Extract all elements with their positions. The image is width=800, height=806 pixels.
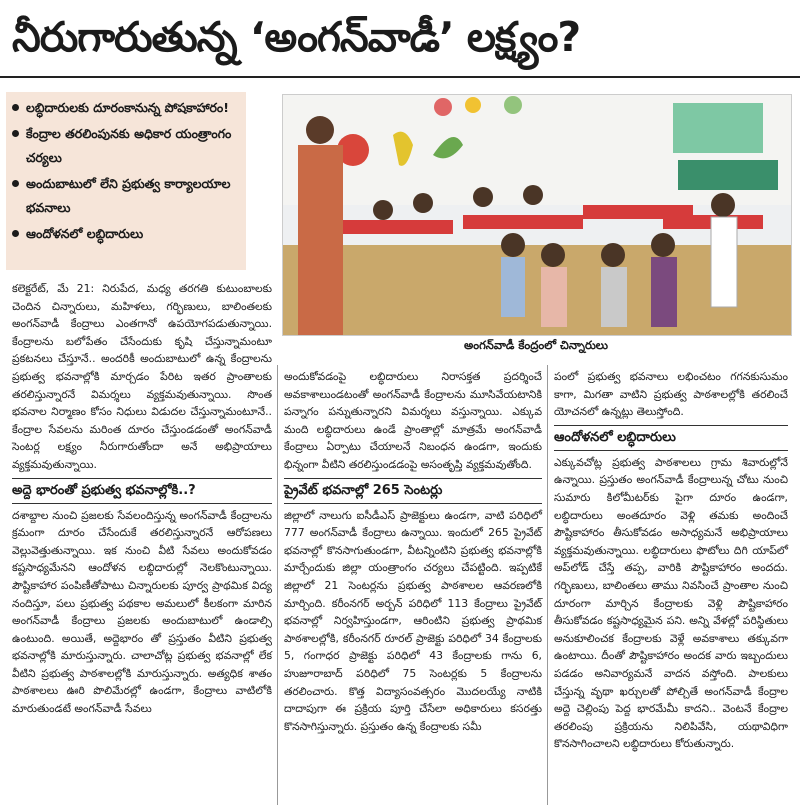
column-divider (547, 365, 548, 805)
body-paragraph: అందుకోవడంపై లబ్ధిదారులు నిరాసక్తత ప్రదర్శించే అవకాశాలుండటంతో అంగన్‌వాడీ కేంద్రాలను మూసివేయటానికి పన్నాగం పన్నుతున్నారని విమర్శలు వస్తున్నాయి. ఎక్కువ మంది లబ్ధిదారులు ఉండే ప్రాంతాల్లో మాత్రమే అంగన్‌వాడీ కేంద్రాలు ఏర్పాటు చేయాలనే నిబంధన ఉండగా, ఇందుకు భిన్నంగా వీటిని తరలిస్తుండడంపై అసంతృప్తి వ్యక్తమవుతోంది. (284, 370, 542, 471)
subheading: ఆందోళనలో లబ్ధిదారులు (554, 425, 788, 451)
lead-paragraph: కలెక్టరేట్, మే 21: నిరుపేద, మధ్య తరగతి కుటుంబాలకు చెందిన చిన్నారులు, మహిళలు, గర్భిణులు, బాలింతలకు అంగన్‌వాడీ కేంద్రాలు ఎంతగానో ఉపయోగపడుతున్నాయి. కేంద్రాలను బలోపేతం చేసేందుకు కృషి చేస్తున్నామంటూ ప్రకటనలు చేస్తూనే.. అందరికీ అందుబాటులో ఉన్న కేంద్రాలను ప్రభుత్వ భవనాల్లోకి మార్చడం పేరిట ఇతర ప్రాంతాలకు తరలిస్తున్నారనే విమర్శలు వ్యక్తమవుతున్నాయి. సొంత భవనాల నిర్మాణం కోసం నిధులు విడుదల చేస్తున్నామంటూనే.. కేంద్రాల సేవలను మరింత దూరం చేస్తుండడంతో అంగన్‌వాడీ సెంటర్ల లక్ష్యం నీరుగారుతోందా అనే అభిప్రాయాలు వ్యక్తమవుతున్నాయి. (12, 282, 272, 471)
bullet-icon (12, 104, 19, 111)
body-paragraph: ఎక్కువచోట్ల ప్రభుత్వ పాఠశాలలు గ్రామ శివారుల్లోనే ఉన్నాయి. ప్రస్తుతం అంగన్‌వాడీ కేంద్రాలున్న చోటు నుంచి సుమారు కిలోమీటర్‌కు పైగా దూరం ఉండగా, లబ్ధిదారులు అంతదూరం వెళ్లి తమకు అందించే పౌష్టికాహారం తీసుకోవడం అసాధ్యమనే అభిప్రాయాలు వ్యక్తమవుతున్నాయి. లబ్ధిదారులు ఫొటోలు దిగి యాప్‌లో అప్‌లోడ్ చేస్తే తప్ప, వారికి పౌష్టికాహారం అందదు. గర్భిణులు, బాలింతలు తాము నివసించే ప్రాంతాల నుంచి దూరంగా మార్చిన కేంద్రాలకు వెళ్లి పౌష్టికాహారం తీసుకోవడం కష్టసాధ్యమైన పని. అన్ని వేళల్లో పరిస్థితులు అనుకూలించక కేంద్రాలకు వెళ్లే అవకాశాలు తక్కువగా ఉంటాయి. దీంతో పౌష్టికాహారం అందక వారు ఇబ్బందులు పడడం అనివార్యమనే వాదన వస్తోంది. పాలకులు చేస్తున్న వృథా ఖర్చులతో పోల్చితే అంగన్‌వాడీ కేంద్రాల అద్దె చెల్లింపు పెద్ద భారమేమీ కాదని.. వెంటనే కేంద్రాల తరలింపు ప్రక్రియను నిలిపివేసి, యథావిధిగా కొనసాగించాలని లబ్ధిదారులు కోరుతున్నారు. (554, 455, 788, 751)
bullet-icon (12, 180, 19, 187)
body-paragraph: జిల్లాలో నాలుగు ఐసీడీఎస్ ప్రాజెక్టులు ఉండగా, వాటి పరిధిలో 777 అంగన్‌వాడీ కేంద్రాలు ఉన్నాయి. ఇందులో 265 ప్రైవేట్ భవనాల్లో కొనసాగుతుండగా, వీటన్నింటిని ప్రభుత్వ భవనాల్లోకి మార్చేందుకు జిల్లా యంత్రాంగం చర్యలు చేపట్టింది. ఇప్పటికే జిల్లాలో 21 సెంటర్లను ప్రభుత్వ పాఠశాలల ఆవరణలోకి మార్చింది. కరీంనగర్ అర్బన్ పరిధిలో 113 కేంద్రాలు ప్రైవేట్ భవనాల్లో నిర్వహిస్తుండగా, ఆరింటిని ప్రభుత్వ ప్రాథమిక పాఠశాలల్లోకి, కరీంనగర్ రూరల్ ప్రాజెక్టు పరిధిలో 34 కేంద్రాలకు 5, గంగాధర ప్రాజెక్టు పరిధిలో 43 కేంద్రాలకు గాను 6, హుజూరాబాద్ పరిధిలో 75 సెంటర్లకు 5 కేంద్రాలను తరలించారు. కొత్త విద్యాసంవత్సరం మొదలయ్యే నాటికి దాదాపుగా ఈ ప్రక్రియ పూర్తి చేసేలా అధికారులు కసరత్తు కొనసాగిస్తున్నారు. ప్రస్తుతం ఉన్న కేంద్రాలకు సమీ (284, 508, 542, 733)
news-photo (282, 94, 792, 336)
highlights-box (6, 92, 246, 270)
headline-rule (0, 76, 800, 78)
highlight-item: లబ్ధిదారులకు దూరంకానున్న పోషకాహారం! (12, 96, 240, 120)
body-paragraph: దశాబ్దాల నుంచి ప్రజలకు సేవలందిస్తున్న అంగన్‌వాడీ కేంద్రాలను క్రమంగా దూరం చేసేందుకే తరలిస్తున్నారనే ఆరోపణలు వెల్లువెత్తుతున్నాయి. ఇక నుంచి వీటి సేవలు అందుకోవడం కష్టసాధ్యమేనని ఆందోళన లబ్ధిదారుల్లో నెలకొంటున్నాయి. పౌష్టికాహార పంపిణీతోపాటు చిన్నారులకు పూర్వ ప్రాథమిక విద్య నందిస్తూ, పలు ప్రభుత్వ పథకాల అమలులో కీలకంగా మారిన అంగన్‌వాడీ కేంద్రాలు ప్రజలకు అందుబాటులో ఉండాల్సి ఉంటుంది. అయితే, అద్దెభారం తో ప్రస్తుతం వీటిని ప్రభుత్వ భవనాల్లోకి మారుస్తున్నారు. చాలాచోట్ల ప్రభుత్వ భవనాల్లో లేక వీటిని ప్రభుత్వ పాఠశాలల్లోకి మారుస్తున్నారు. అత్యధిక శాతం పాఠశాలలు ఊరి పొలిమేరల్లో ఉండగా, కేంద్రాలు వాటిలోకి మారుతుండటే అంగన్‌వాడీ సేవలు (12, 508, 272, 716)
column-3 (554, 368, 788, 753)
column-divider (277, 365, 278, 805)
body-paragraph: పంలో ప్రభుత్వ భవనాలు లభించటం గగనకుసుమం కాగా, మిగతా వాటిని ప్రభుత్వ పాఠశాలల్లోకి తరలించే యోచనలో ఉన్నట్లు తెలుస్తోంది. (554, 370, 788, 419)
highlight-item: కేంద్రాల తరలింపునకు అధికార యంత్రాంగం చర్యలు (12, 122, 240, 170)
bullet-icon (12, 130, 19, 137)
column-1 (12, 280, 272, 718)
subheading: అద్దె భారంతో ప్రభుత్వ భవనాల్లోకి..? (12, 478, 272, 504)
subheading: ప్రైవేట్ భవనాల్లో 265 సెంటర్లు (284, 478, 542, 504)
classroom-illustration (283, 95, 791, 335)
column-2 (284, 368, 542, 735)
highlight-item: ఆందోళనలో లబ్ధిదారులు (12, 222, 240, 246)
bullet-icon (12, 230, 19, 237)
headline: నీరుగారుతున్న ‘అంగన్‌వాడీ’ లక్ష్యం? (12, 13, 581, 61)
highlight-item: అందుబాటులో లేని ప్రభుత్వ కార్యాలయాల భవనాలు (12, 172, 240, 220)
photo-caption: అంగన్‌వాడీ కేంద్రంలో చిన్నారులు (464, 338, 608, 352)
